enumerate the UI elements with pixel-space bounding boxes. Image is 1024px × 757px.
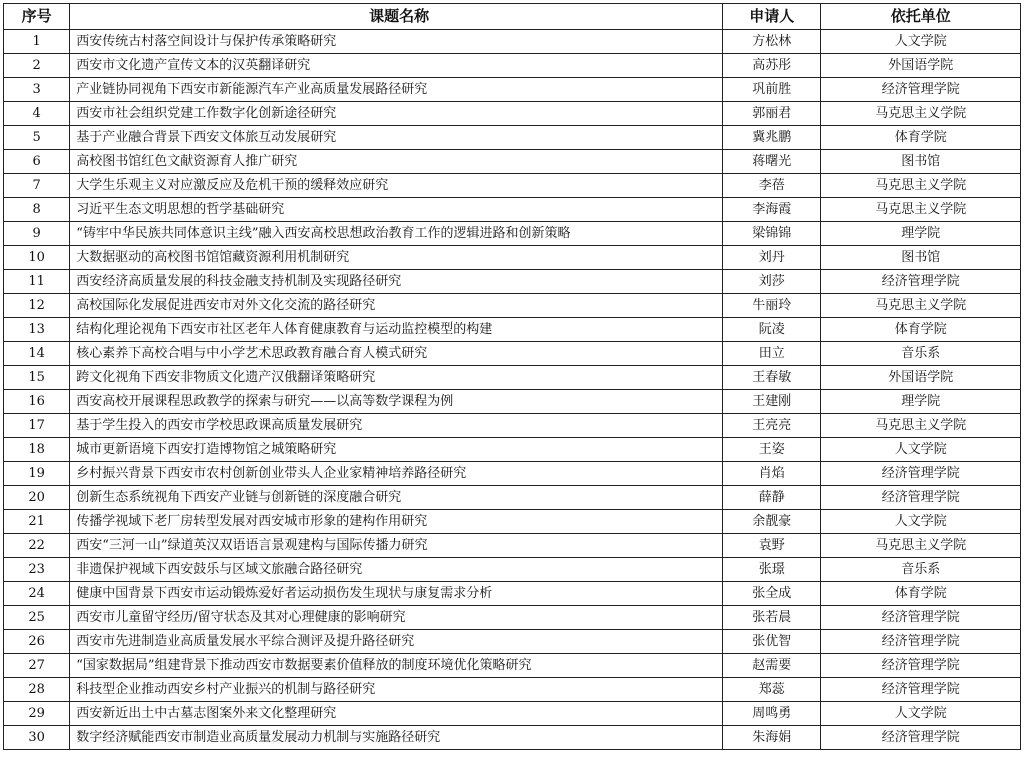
table-row — [4, 150, 1021, 174]
project-title: 结构化理论视角下西安市社区老年人体育健康教育与运动监控模型的构建 — [70, 318, 723, 342]
host-unit: 体育学院 — [821, 582, 1021, 606]
applicant-name: 张璟 — [723, 558, 821, 582]
applicant-name: 高苏彤 — [723, 54, 821, 78]
row-number: 10 — [4, 246, 70, 270]
header-no: 序号 — [4, 4, 70, 30]
row-number: 6 — [4, 150, 70, 174]
table-row — [4, 246, 1021, 270]
row-number: 9 — [4, 222, 70, 246]
row-number: 23 — [4, 558, 70, 582]
table-row — [4, 390, 1021, 414]
table-row — [4, 270, 1021, 294]
applicant-name: 郭丽君 — [723, 102, 821, 126]
host-unit: 经济管理学院 — [821, 678, 1021, 702]
table-row — [4, 54, 1021, 78]
table-row — [4, 342, 1021, 366]
project-table — [3, 3, 1021, 750]
project-title: 科技型企业推动西安乡村产业振兴的机制与路径研究 — [70, 678, 723, 702]
project-title: 西安新近出土中古墓志图案外来文化整理研究 — [70, 702, 723, 726]
table-row — [4, 726, 1021, 750]
project-title: “国家数据局”组建背景下推动西安市数据要素价值释放的制度环境优化策略研究 — [70, 654, 723, 678]
table-row — [4, 558, 1021, 582]
row-number: 19 — [4, 462, 70, 486]
row-number: 11 — [4, 270, 70, 294]
project-title: “铸牢中华民族共同体意识主线”融入西安高校思想政治教育工作的逻辑进路和创新策略 — [70, 222, 723, 246]
table-body — [4, 30, 1021, 750]
project-title: 高校国际化发展促进西安市对外文化交流的路径研究 — [70, 294, 723, 318]
host-unit: 体育学院 — [821, 318, 1021, 342]
project-title: 基于产业融合背景下西安文体旅互动发展研究 — [70, 126, 723, 150]
project-title: 西安“三河一山”绿道英汉双语语言景观建构与国际传播力研究 — [70, 534, 723, 558]
applicant-name: 王亮亮 — [723, 414, 821, 438]
project-title: 非遗保护视域下西安鼓乐与区域文旅融合路径研究 — [70, 558, 723, 582]
row-number: 22 — [4, 534, 70, 558]
applicant-name: 刘莎 — [723, 270, 821, 294]
project-title: 健康中国背景下西安市运动锻炼爱好者运动损伤发生现状与康复需求分析 — [70, 582, 723, 606]
host-unit: 音乐系 — [821, 342, 1021, 366]
project-title: 传播学视域下老厂房转型发展对西安城市形象的建构作用研究 — [70, 510, 723, 534]
table-row — [4, 78, 1021, 102]
host-unit: 经济管理学院 — [821, 726, 1021, 750]
row-number: 16 — [4, 390, 70, 414]
project-title: 数字经济赋能西安市制造业高质量发展动力机制与实施路径研究 — [70, 726, 723, 750]
row-number: 7 — [4, 174, 70, 198]
host-unit: 外国语学院 — [821, 54, 1021, 78]
project-title: 西安经济高质量发展的科技金融支持机制及实现路径研究 — [70, 270, 723, 294]
table-row — [4, 414, 1021, 438]
host-unit: 经济管理学院 — [821, 78, 1021, 102]
applicant-name: 王姿 — [723, 438, 821, 462]
applicant-name: 朱海娟 — [723, 726, 821, 750]
row-number: 5 — [4, 126, 70, 150]
row-number: 28 — [4, 678, 70, 702]
table-row — [4, 702, 1021, 726]
row-number: 18 — [4, 438, 70, 462]
applicant-name: 袁野 — [723, 534, 821, 558]
table-row — [4, 654, 1021, 678]
host-unit: 经济管理学院 — [821, 606, 1021, 630]
project-title: 西安高校开展课程思政教学的探索与研究——以高等数学课程为例 — [70, 390, 723, 414]
applicant-name: 田立 — [723, 342, 821, 366]
applicant-name: 方松林 — [723, 30, 821, 54]
host-unit: 经济管理学院 — [821, 630, 1021, 654]
applicant-name: 肖焰 — [723, 462, 821, 486]
table-row — [4, 174, 1021, 198]
applicant-name: 张全成 — [723, 582, 821, 606]
table-row — [4, 198, 1021, 222]
host-unit: 音乐系 — [821, 558, 1021, 582]
row-number: 1 — [4, 30, 70, 54]
host-unit: 马克思主义学院 — [821, 294, 1021, 318]
table-row — [4, 30, 1021, 54]
host-unit: 图书馆 — [821, 150, 1021, 174]
table-row — [4, 126, 1021, 150]
applicant-name: 刘丹 — [723, 246, 821, 270]
applicant-name: 梁锦锦 — [723, 222, 821, 246]
table-row — [4, 486, 1021, 510]
table-row — [4, 510, 1021, 534]
host-unit: 人文学院 — [821, 510, 1021, 534]
applicant-name: 李海霞 — [723, 198, 821, 222]
applicant-name: 牛丽玲 — [723, 294, 821, 318]
host-unit: 经济管理学院 — [821, 654, 1021, 678]
header-row — [4, 4, 1021, 30]
row-number: 26 — [4, 630, 70, 654]
row-number: 12 — [4, 294, 70, 318]
project-title: 核心素养下高校合唱与中小学艺术思政教育融合育人模式研究 — [70, 342, 723, 366]
table-row — [4, 102, 1021, 126]
applicant-name: 张若晨 — [723, 606, 821, 630]
host-unit: 体育学院 — [821, 126, 1021, 150]
table-row — [4, 318, 1021, 342]
table-row — [4, 630, 1021, 654]
applicant-name: 赵需要 — [723, 654, 821, 678]
row-number: 13 — [4, 318, 70, 342]
project-title: 西安传统古村落空间设计与保护传承策略研究 — [70, 30, 723, 54]
project-title: 西安市文化遗产宣传文本的汉英翻译研究 — [70, 54, 723, 78]
table-row — [4, 366, 1021, 390]
header-unit: 依托单位 — [821, 4, 1021, 30]
applicant-name: 王春敏 — [723, 366, 821, 390]
applicant-name: 张优智 — [723, 630, 821, 654]
project-title: 高校图书馆红色文献资源育人推广研究 — [70, 150, 723, 174]
applicant-name: 冀兆鹏 — [723, 126, 821, 150]
table-row — [4, 462, 1021, 486]
row-number: 8 — [4, 198, 70, 222]
host-unit: 图书馆 — [821, 246, 1021, 270]
host-unit: 马克思主义学院 — [821, 414, 1021, 438]
table-row — [4, 582, 1021, 606]
row-number: 17 — [4, 414, 70, 438]
row-number: 2 — [4, 54, 70, 78]
header-applicant: 申请人 — [723, 4, 821, 30]
host-unit: 人文学院 — [821, 438, 1021, 462]
applicant-name: 阮凌 — [723, 318, 821, 342]
table-row — [4, 678, 1021, 702]
project-title: 大学生乐观主义对应激反应及危机干预的缓释效应研究 — [70, 174, 723, 198]
row-number: 24 — [4, 582, 70, 606]
row-number: 3 — [4, 78, 70, 102]
header-title: 课题名称 — [70, 4, 723, 30]
host-unit: 理学院 — [821, 222, 1021, 246]
row-number: 4 — [4, 102, 70, 126]
table-row — [4, 534, 1021, 558]
host-unit: 人文学院 — [821, 702, 1021, 726]
row-number: 30 — [4, 726, 70, 750]
applicant-name: 薛静 — [723, 486, 821, 510]
host-unit: 马克思主义学院 — [821, 534, 1021, 558]
project-title: 产业链协同视角下西安市新能源汽车产业高质量发展路径研究 — [70, 78, 723, 102]
row-number: 20 — [4, 486, 70, 510]
table-row — [4, 222, 1021, 246]
project-title: 乡村振兴背景下西安市农村创新创业带头人企业家精神培养路径研究 — [70, 462, 723, 486]
host-unit: 外国语学院 — [821, 366, 1021, 390]
applicant-name: 巩前胜 — [723, 78, 821, 102]
applicant-name: 郑蕊 — [723, 678, 821, 702]
project-title: 创新生态系统视角下西安产业链与创新链的深度融合研究 — [70, 486, 723, 510]
project-title: 基于学生投入的西安市学校思政课高质量发展研究 — [70, 414, 723, 438]
host-unit: 经济管理学院 — [821, 486, 1021, 510]
row-number: 15 — [4, 366, 70, 390]
row-number: 25 — [4, 606, 70, 630]
row-number: 14 — [4, 342, 70, 366]
applicant-name: 蒋曙光 — [723, 150, 821, 174]
project-title: 西安市社会组织党建工作数字化创新途径研究 — [70, 102, 723, 126]
project-title: 城市更新语境下西安打造博物馆之城策略研究 — [70, 438, 723, 462]
applicant-name: 李蓓 — [723, 174, 821, 198]
row-number: 21 — [4, 510, 70, 534]
table-row — [4, 294, 1021, 318]
project-title: 西安市儿童留守经历/留守状态及其对心理健康的影响研究 — [70, 606, 723, 630]
host-unit: 理学院 — [821, 390, 1021, 414]
table-row — [4, 606, 1021, 630]
host-unit: 马克思主义学院 — [821, 198, 1021, 222]
project-title: 西安市先进制造业高质量发展水平综合测评及提升路径研究 — [70, 630, 723, 654]
host-unit: 马克思主义学院 — [821, 102, 1021, 126]
host-unit: 经济管理学院 — [821, 462, 1021, 486]
applicant-name: 余靓豪 — [723, 510, 821, 534]
host-unit: 经济管理学院 — [821, 270, 1021, 294]
project-title: 跨文化视角下西安非物质文化遗产汉俄翻译策略研究 — [70, 366, 723, 390]
project-title: 习近平生态文明思想的哲学基础研究 — [70, 198, 723, 222]
table-header — [4, 4, 1021, 30]
row-number: 29 — [4, 702, 70, 726]
row-number: 27 — [4, 654, 70, 678]
host-unit: 马克思主义学院 — [821, 174, 1021, 198]
host-unit: 人文学院 — [821, 30, 1021, 54]
applicant-name: 周鸣勇 — [723, 702, 821, 726]
table-row — [4, 438, 1021, 462]
project-title: 大数据驱动的高校图书馆馆藏资源利用机制研究 — [70, 246, 723, 270]
applicant-name: 王建刚 — [723, 390, 821, 414]
